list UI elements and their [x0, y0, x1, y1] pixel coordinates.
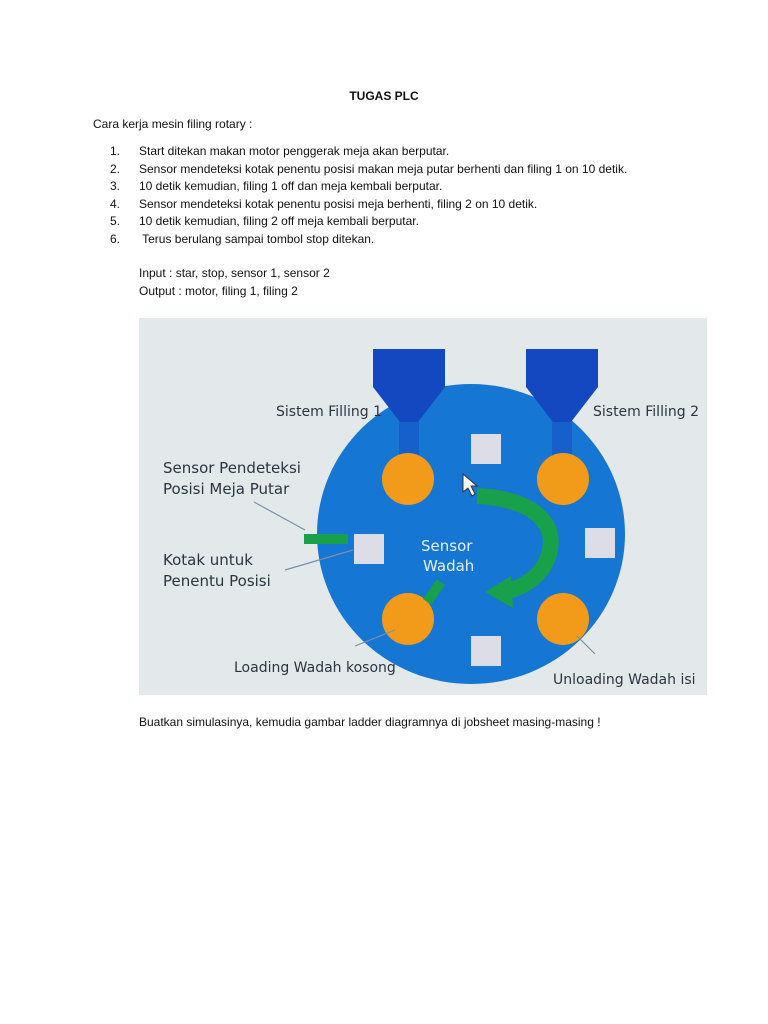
- step-number: 3.: [110, 179, 121, 194]
- list-item: [110, 178, 730, 196]
- diagram-svg: [139, 318, 707, 695]
- intro-text: Cara kerja mesin filing rotary :: [93, 117, 253, 131]
- list-item: [110, 196, 730, 214]
- position-box: [471, 636, 501, 666]
- filling-2-label: Sistem Filling 2: [593, 404, 699, 420]
- container-circle: [537, 593, 589, 645]
- loading-label: Loading Wadah kosong: [234, 660, 396, 676]
- input-line: Input : star, stop, sensor 1, sensor 2: [139, 266, 330, 280]
- step-text: Start ditekan makan motor penggerak meja akan berputar.: [139, 144, 450, 158]
- position-box: [471, 434, 501, 464]
- position-sensor: [304, 534, 348, 544]
- list-item: [110, 231, 730, 249]
- footer-instruction: Buatkan simulasinya, kemudia gambar ladder diagramnya di jobsheet masing-masing !: [139, 715, 601, 729]
- output-line: Output : motor, filing 1, filing 2: [139, 284, 298, 298]
- container-circle: [537, 453, 589, 505]
- kotak-label-1: Kotak untuk: [163, 551, 253, 569]
- sensor-posisi-label-2: Posisi Meja Putar: [163, 480, 290, 498]
- step-text: Terus berulang sampai tombol stop ditekan.: [139, 231, 375, 246]
- steps-list: [110, 143, 730, 249]
- document-title: TUGAS PLC: [349, 89, 419, 103]
- kotak-label-2: Penentu Posisi: [163, 572, 271, 590]
- sensor-wadah-label-2: Wadah: [423, 557, 475, 575]
- list-item: [110, 143, 730, 161]
- step-text: Sensor mendeteksi kotak penentu posisi meja berhenti, filing 2 on 10 detik.: [139, 196, 538, 211]
- step-number: 2.: [110, 161, 121, 176]
- unloading-label: Unloading Wadah isi: [553, 672, 696, 688]
- position-box: [354, 534, 384, 564]
- step-text: 10 detik kemudian, filing 1 off dan meja kembali berputar.: [139, 179, 443, 194]
- step-number: 5.: [110, 214, 121, 229]
- list-item: [110, 161, 730, 179]
- rotary-filling-diagram: [139, 318, 707, 695]
- step-text: Sensor mendeteksi kotak penentu posisi makan meja putar berhenti dan filing 1 on 10 detik.: [139, 161, 628, 176]
- step-number: 1.: [110, 144, 121, 158]
- sensor-wadah-label-1: Sensor: [421, 537, 473, 555]
- container-circle: [382, 453, 434, 505]
- step-number: 4.: [110, 196, 121, 211]
- position-box: [585, 528, 615, 558]
- filling-1-label: Sistem Filling 1: [276, 404, 382, 420]
- list-item: [110, 213, 730, 231]
- step-number: 6.: [110, 231, 121, 246]
- step-text: 10 detik kemudian, filing 2 off meja kembali berputar.: [139, 214, 419, 229]
- sensor-posisi-label-1: Sensor Pendeteksi: [163, 459, 301, 477]
